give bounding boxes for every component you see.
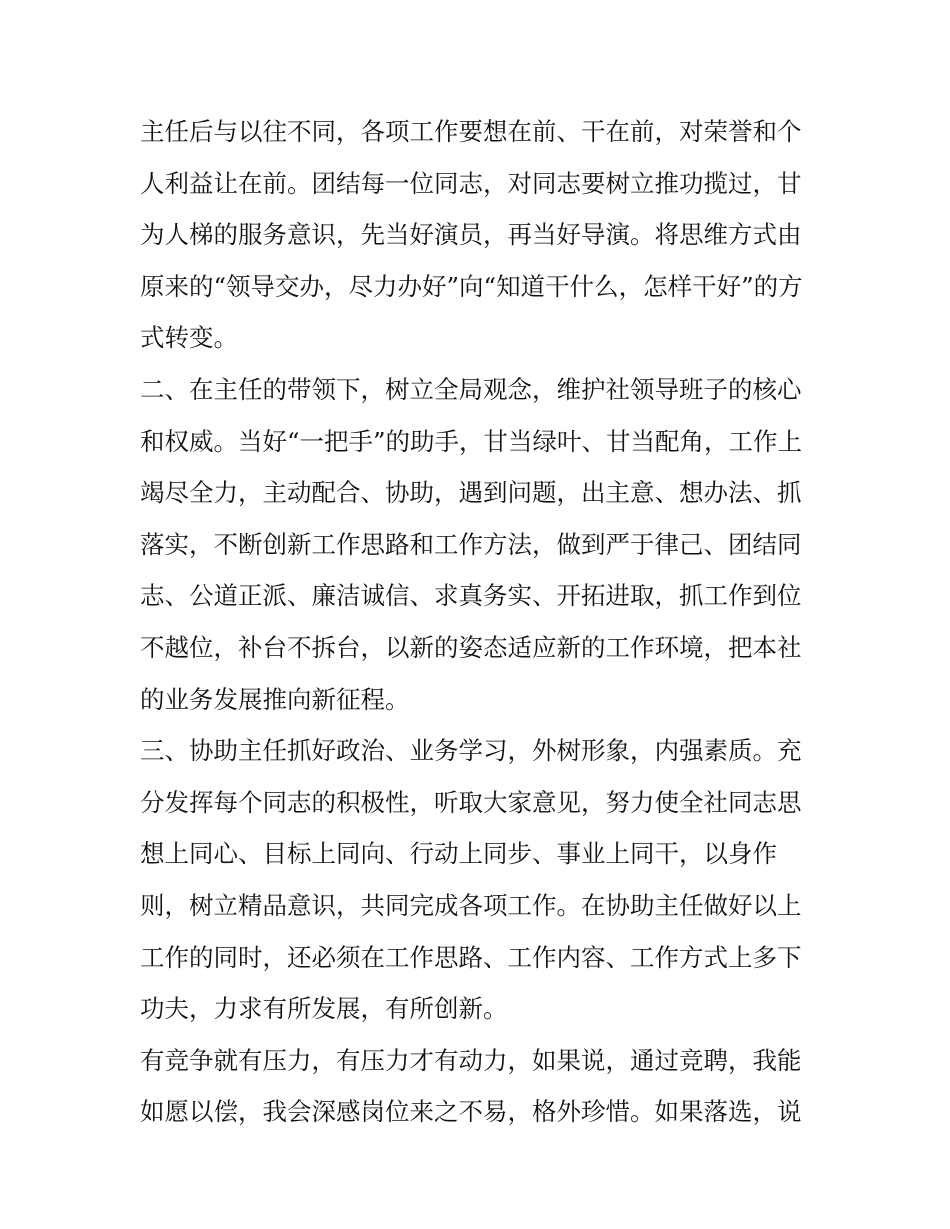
text-line: 竭尽全力，主动配合、协助，遇到问题，出主意、想办法、抓 xyxy=(140,478,802,508)
text-line: 为人梯的服务意识，先当好演员，再当好导演。将思维方式由 xyxy=(140,220,802,250)
text-line: 如愿以偿，我会深感岗位来之不易，格外珍惜。如果落选，说 xyxy=(140,1097,802,1127)
document-body xyxy=(140,106,820,1138)
text-line: 志、公道正派、廉洁诚信、求真务实、开拓进取，抓工作到位 xyxy=(140,581,802,611)
text-line: 落实，不断创新工作思路和工作方法，做到严于律己、团结同 xyxy=(140,529,802,559)
text-line: 分发挥每个同志的积极性，听取大家意见，努力使全社同志思 xyxy=(140,787,802,817)
text-line: 二、在主任的带领下，树立全局观念，维护社领导班子的核心 xyxy=(140,374,802,404)
text-line: 三、协助主任抓好政治、业务学习，外树形象，内强素质。充 xyxy=(140,736,802,766)
text-line: 工作的同时，还必须在工作思路、工作内容、工作方式上多下 xyxy=(140,942,802,972)
text-line: 的业务发展推向新征程。 xyxy=(140,684,410,714)
text-line: 主任后与以往不同，各项工作要想在前、干在前，对荣誉和个 xyxy=(140,117,802,146)
text-line: 式转变。 xyxy=(140,323,238,353)
text-line: 有竞争就有压力，有压力才有动力，如果说，通过竞聘，我能 xyxy=(140,1045,802,1075)
text-line: 人利益让在前。团结每一位同志，对同志要树立推功揽过，甘 xyxy=(140,168,802,198)
text-line: 和权威。当好“一把手”的助手，甘当绿叶、甘当配角，工作上 xyxy=(140,426,803,456)
text-line: 功夫，力求有所发展，有所创新。 xyxy=(140,994,508,1024)
text-line: 想上同心、目标上同向、行动上同步、事业上同干，以身作 xyxy=(140,839,777,869)
text-line: 原来的“领导交办，尽力办好”向“知道干什么，怎样干好”的方 xyxy=(140,271,803,301)
text-line: 则，树立精品意识，共同完成各项工作。在协助主任做好以上 xyxy=(140,890,802,920)
text-line: 不越位，补台不拆台，以新的姿态适应新的工作环境，把本社 xyxy=(140,632,802,662)
